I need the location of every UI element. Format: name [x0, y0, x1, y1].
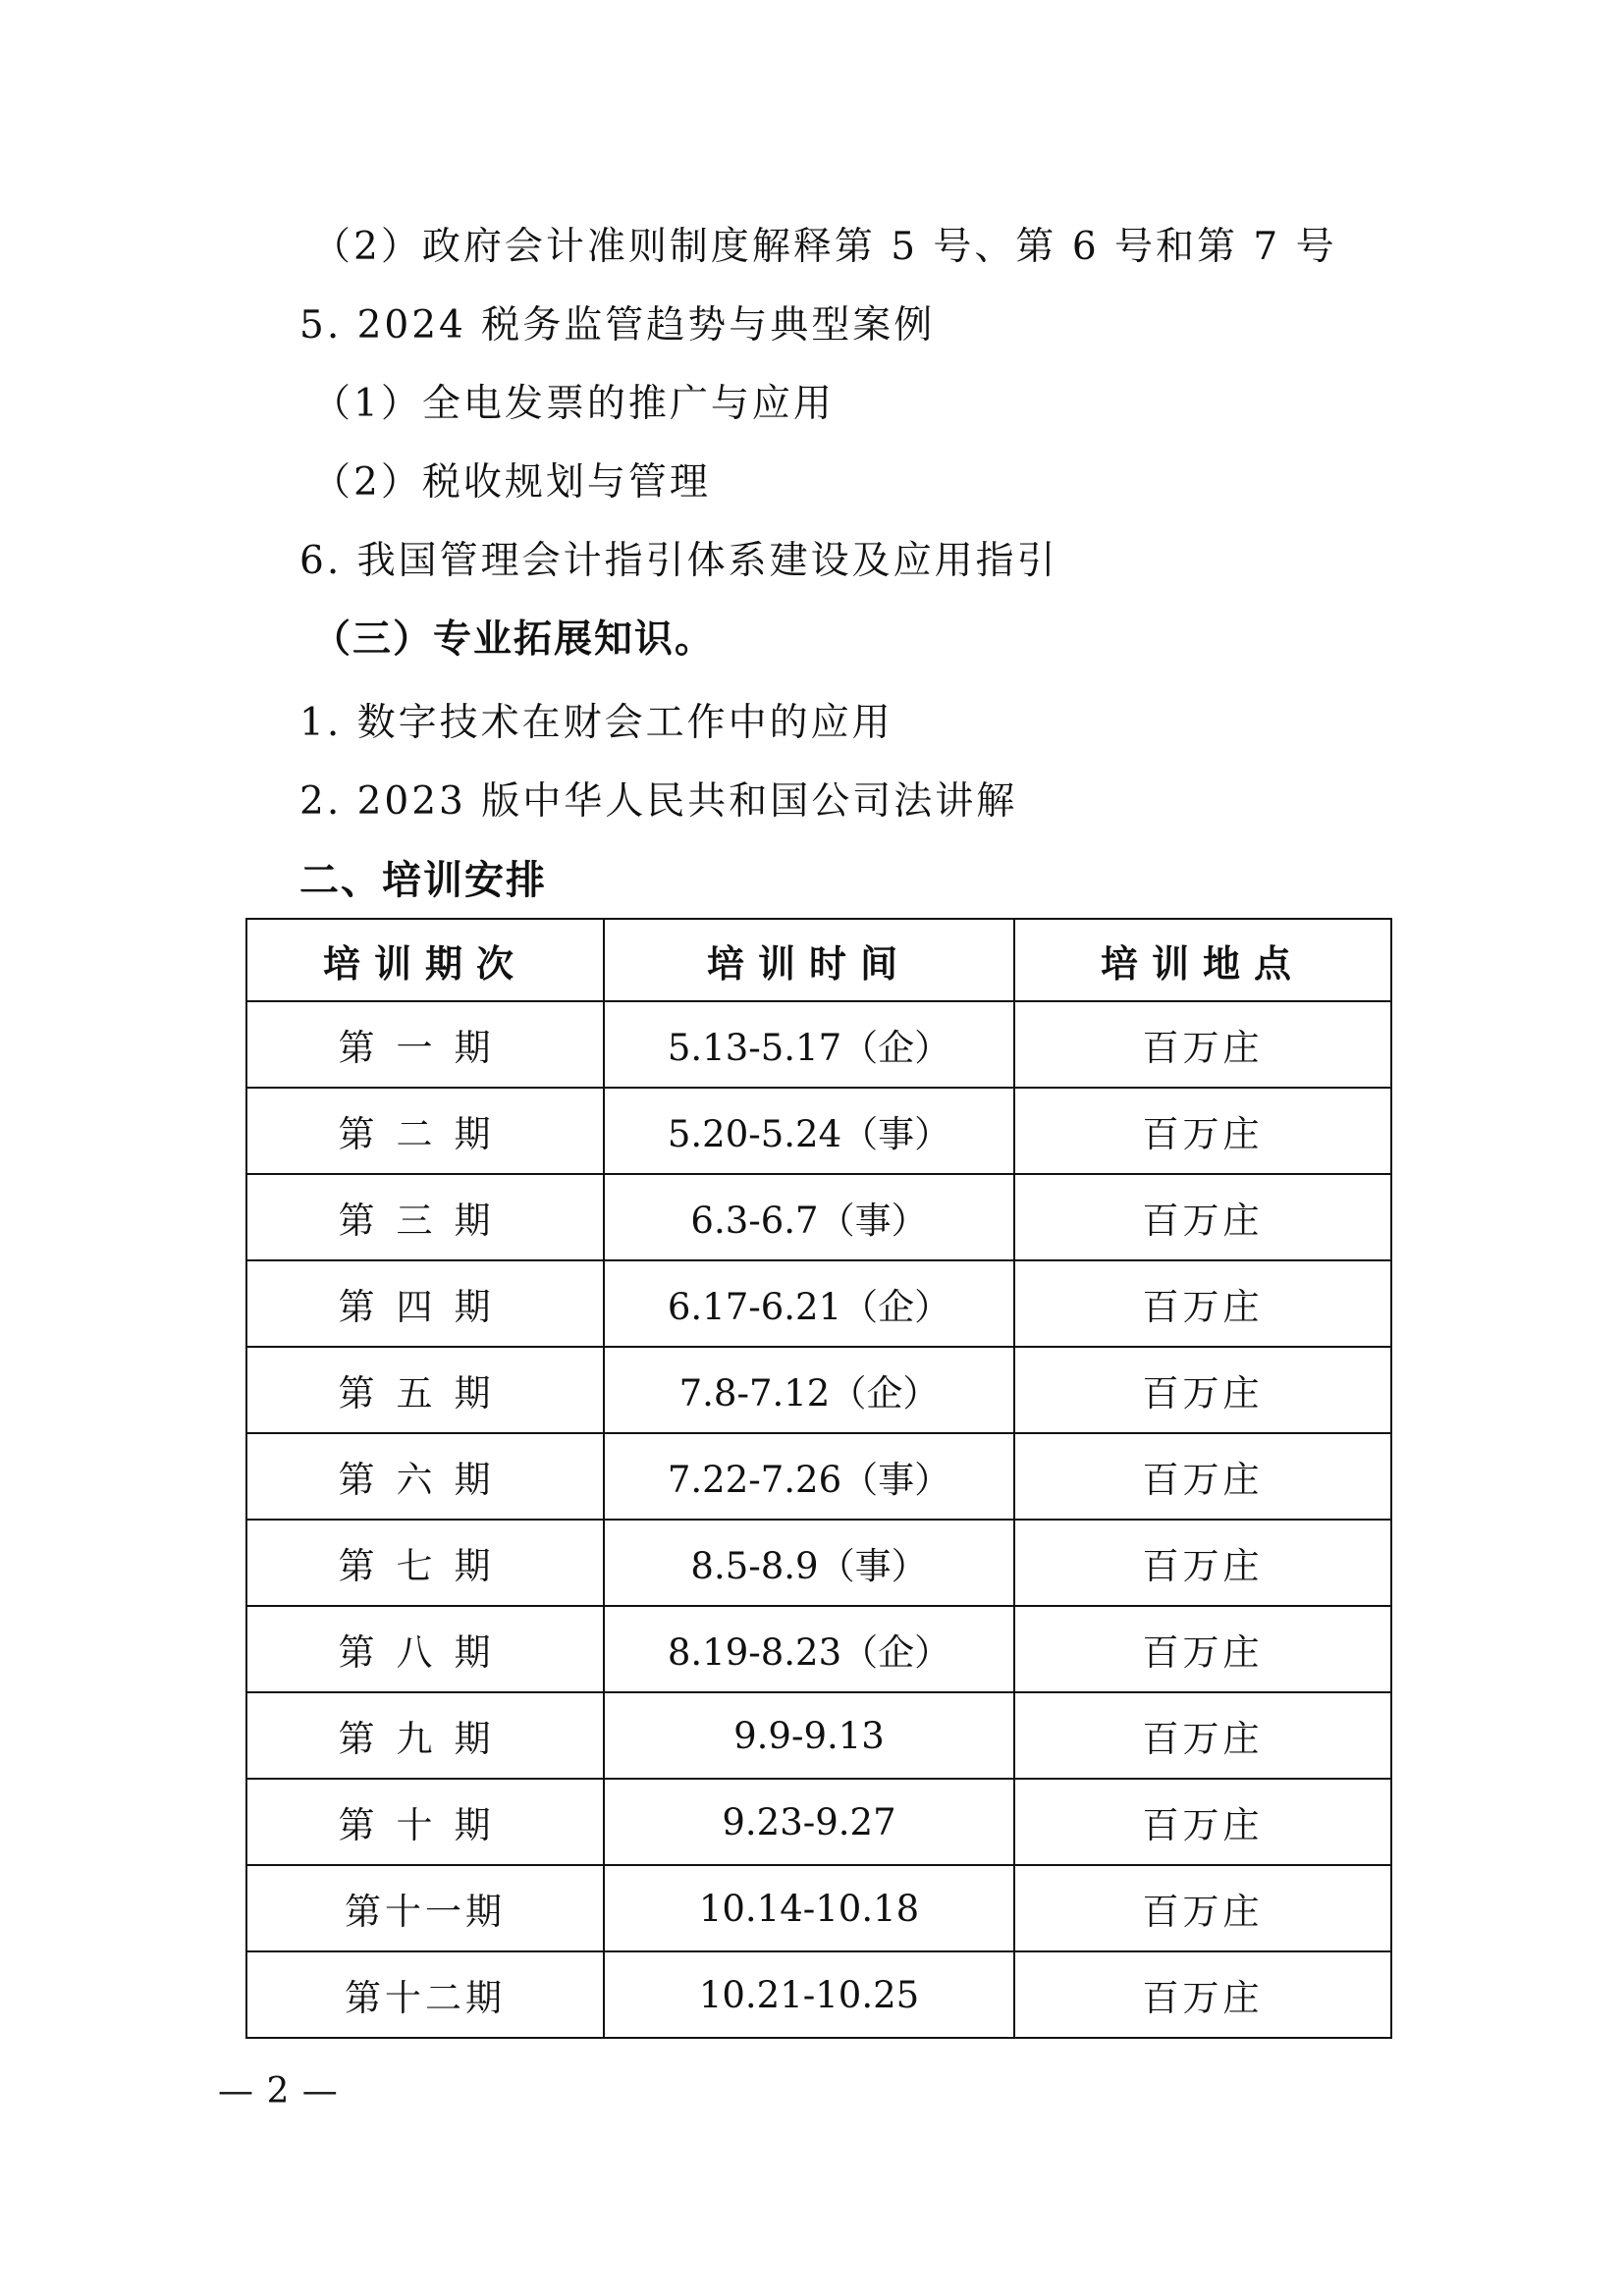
text-line-gov-accounting-interpretation: （2）政府会计准则制度解释第 5 号、第 6 号和第 7 号: [312, 225, 1337, 269]
cell-place: 百万庄: [1014, 1692, 1391, 1779]
table-row: [246, 1088, 1391, 1174]
text-line-digital-technology: 1. 数字技术在财会工作中的应用: [299, 701, 893, 745]
header-place: 培训地点: [1014, 919, 1391, 1001]
cell-period: 第六期: [246, 1433, 604, 1520]
cell-period: 第八期: [246, 1606, 604, 1692]
cell-time: 8.5-8.9（事）: [604, 1520, 1014, 1606]
cell-place: 百万庄: [1014, 1260, 1391, 1347]
table-row: [246, 1692, 1391, 1779]
cell-time: 6.17-6.21（企）: [604, 1260, 1014, 1347]
cell-period: 第五期: [246, 1347, 604, 1433]
table-row: [246, 1779, 1391, 1865]
table-row: [246, 1606, 1391, 1692]
header-time: 培训时间: [604, 919, 1014, 1001]
cell-time: 10.21-10.25: [604, 1951, 1014, 2038]
cell-place: 百万庄: [1014, 1779, 1391, 1865]
cell-period: 第七期: [246, 1520, 604, 1606]
table-header-row: [246, 919, 1391, 1001]
cell-place: 百万庄: [1014, 1520, 1391, 1606]
cell-time: 5.13-5.17（企）: [604, 1001, 1014, 1088]
cell-place: 百万庄: [1014, 1865, 1391, 1951]
cell-place: 百万庄: [1014, 1174, 1391, 1260]
cell-place: 百万庄: [1014, 1001, 1391, 1088]
cell-time: 9.9-9.13: [604, 1692, 1014, 1779]
cell-time: 8.19-8.23（企）: [604, 1606, 1014, 1692]
table-row: [246, 1951, 1391, 2038]
cell-period: 第四期: [246, 1260, 604, 1347]
cell-place: 百万庄: [1014, 1606, 1391, 1692]
text-line-management-accounting: 6. 我国管理会计指引体系建设及应用指引: [299, 539, 1058, 583]
cell-period: 第十一期: [246, 1865, 604, 1951]
cell-place: 百万庄: [1014, 1433, 1391, 1520]
cell-place: 百万庄: [1014, 1347, 1391, 1433]
cell-period: 第十期: [246, 1779, 604, 1865]
table-row: [246, 1520, 1391, 1606]
cell-time: 7.22-7.26（事）: [604, 1433, 1014, 1520]
text-line-e-invoice: （1）全电发票的推广与应用: [312, 382, 835, 426]
training-schedule-table: [245, 918, 1392, 2039]
table-row: [246, 1433, 1391, 1520]
table-row: [246, 1260, 1391, 1347]
table-row: [246, 1865, 1391, 1951]
section-heading-training-schedule: 二、培训安排: [299, 858, 547, 903]
table-row: [246, 1347, 1391, 1433]
cell-period: 第三期: [246, 1174, 604, 1260]
cell-time: 6.3-6.7（事）: [604, 1174, 1014, 1260]
page-number: — 2 —: [218, 2071, 339, 2111]
cell-time: 5.20-5.24（事）: [604, 1088, 1014, 1174]
text-line-company-law: 2. 2023 版中华人民共和国公司法讲解: [299, 779, 1018, 824]
text-line-tax-planning: （2）税收规划与管理: [312, 460, 711, 505]
cell-period: 第十二期: [246, 1951, 604, 2038]
text-line-tax-supervision-trends: 5. 2024 税务监管趋势与典型案例: [299, 303, 936, 347]
cell-time: 7.8-7.12（企）: [604, 1347, 1014, 1433]
table-row: [246, 1001, 1391, 1088]
cell-time: 9.23-9.27: [604, 1779, 1014, 1865]
table-row: [246, 1174, 1391, 1260]
subsection-heading-professional-knowledge: （三）专业拓展知识。: [312, 617, 716, 662]
cell-period: 第一期: [246, 1001, 604, 1088]
cell-time: 10.14-10.18: [604, 1865, 1014, 1951]
cell-place: 百万庄: [1014, 1088, 1391, 1174]
header-period: 培训期次: [246, 919, 604, 1001]
cell-period: 第九期: [246, 1692, 604, 1779]
cell-place: 百万庄: [1014, 1951, 1391, 2038]
cell-period: 第二期: [246, 1088, 604, 1174]
